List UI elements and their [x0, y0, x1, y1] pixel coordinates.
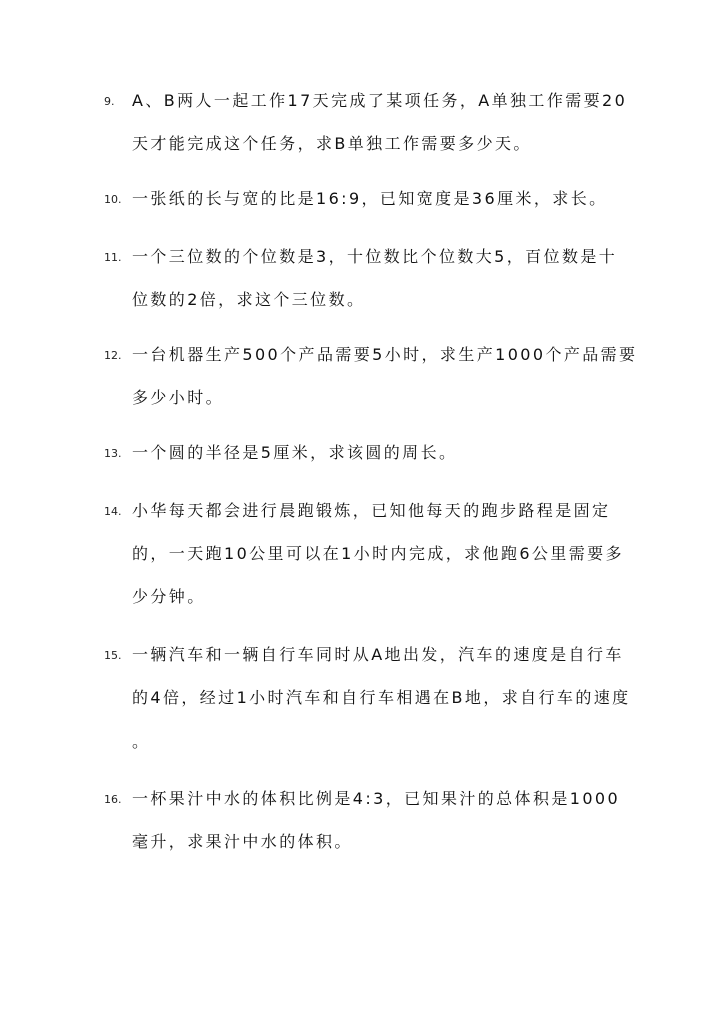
problem-text-line: 一个三位数的个位数是3，十位数比个位数大5，百位数是十 — [132, 247, 618, 266]
problem-number: 12. — [104, 349, 122, 362]
problem-text-line: 一个圆的半径是5厘米，求该圆的周长。 — [132, 443, 458, 462]
problem-text-line: 一台机器生产500个产品需要5小时，求生产1000个产品需要 — [132, 345, 638, 364]
problem-text-line: 一杯果汁中水的体积比例是4:3，已知果汁的总体积是1000 — [132, 789, 621, 808]
problem-text-line: 一张纸的长与宽的比是16:9，已知宽度是36厘米，求长。 — [132, 189, 608, 208]
problem-text-line: 位数的2倍，求这个三位数。 — [132, 290, 366, 309]
problem-number: 15. — [104, 649, 122, 662]
problem-text-line: 少分钟。 — [132, 587, 206, 606]
problem-text-line: 多少小时。 — [132, 388, 225, 407]
problem-number: 14. — [104, 505, 122, 518]
problem-text-line: A、B两人一起工作17天完成了某项任务，A单独工作需要20 — [132, 91, 628, 110]
problem-text-line: 一辆汽车和一辆自行车同时从A地出发，汽车的速度是自行车 — [132, 645, 624, 664]
problem-text-line: 的，一天跑10公里可以在1小时内完成，求他跑6公里需要多 — [132, 544, 624, 563]
problem-number: 9. — [104, 95, 115, 108]
problem-text-line: 的4倍，经过1小时汽车和自行车相遇在B地，求自行车的速度 — [132, 688, 631, 707]
problem-number: 13. — [104, 447, 122, 460]
problem-number: 16. — [104, 793, 122, 806]
problem-number: 11. — [104, 251, 122, 264]
problem-text-line: 小华每天都会进行晨跑锻炼，已知他每天的跑步路程是固定 — [132, 501, 611, 520]
problem-text-line: 天才能完成这个任务，求B单独工作需要多少天。 — [132, 134, 532, 153]
problem-text-line: 毫升，求果汁中水的体积。 — [132, 832, 353, 851]
problem-text-line: 。 — [132, 732, 151, 751]
problem-number: 10. — [104, 193, 122, 206]
